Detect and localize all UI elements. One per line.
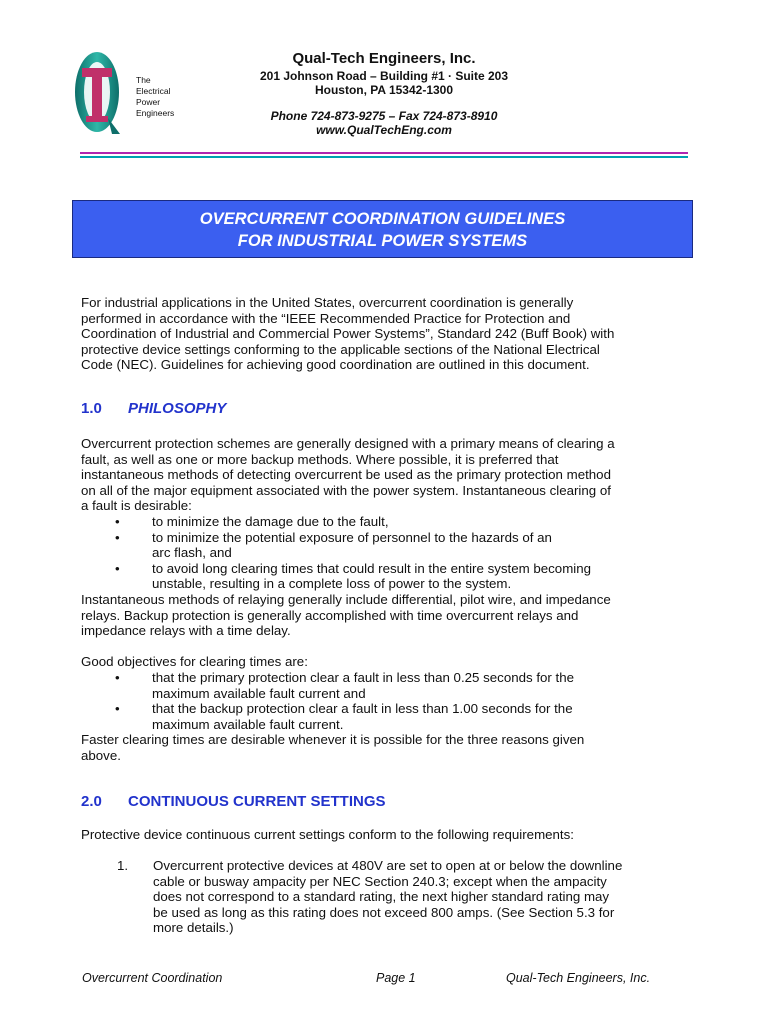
text-line: instantaneous methods of detecting overcurrent be used as the primary protection method xyxy=(81,467,611,483)
section-number: 1.0 xyxy=(81,400,102,417)
text-line: relays. Backup protection is generally accomplished with time overcurrent relays and xyxy=(81,607,579,623)
header-rule-top xyxy=(80,152,688,154)
text-line: protective device settings conforming to the applicable sections of the National Electrical xyxy=(81,341,600,357)
bullet-icon: • xyxy=(115,560,120,576)
footer-page-number: Page 1 xyxy=(376,971,416,985)
bullet-item xyxy=(81,561,691,592)
text-line: fault, as well as one or more backup methods. Where possible, it is preferred that xyxy=(81,451,559,467)
text-line: maximum available fault current. xyxy=(152,716,344,732)
text-line: to minimize the potential exposure of personnel to the hazards of an xyxy=(152,529,552,545)
bullet-icon: • xyxy=(115,529,120,545)
tagline-line: Engineers xyxy=(136,108,175,118)
bullet-item xyxy=(81,530,691,561)
text-line: above. xyxy=(81,747,121,763)
website-link[interactable]: www.QualTechEng.com xyxy=(316,123,452,137)
item-number: 1. xyxy=(117,858,129,873)
document-title-line-1: OVERCURRENT COORDINATION GUIDELINES xyxy=(199,210,566,228)
text-line: to avoid long clearing times that could result in the entire system becoming xyxy=(152,560,592,576)
text-line: to minimize the damage due to the fault, xyxy=(152,513,389,529)
text-line: impedance relays with a time delay. xyxy=(81,623,291,639)
address-line-2: Houston, PA 15342-1300 xyxy=(314,83,454,97)
footer-company: Qual-Tech Engineers, Inc. xyxy=(506,971,651,985)
section-heading-philosophy xyxy=(81,400,226,417)
tagline-line: Power xyxy=(136,97,161,107)
text-line: Overcurrent protection schemes are generally designed with a primary means of clearing a xyxy=(81,436,615,451)
text-line: Overcurrent protective devices at 480V are set to open at or below the downline xyxy=(153,858,623,873)
intro-paragraph xyxy=(81,295,691,373)
text-line: Instantaneous methods of relaying generally include differential, pilot wire, and impedance xyxy=(81,591,611,607)
text-line: cable or busway ampacity per NEC Section 240.3; except when the ampacity xyxy=(153,873,607,889)
company-address xyxy=(0,69,768,97)
text-line: maximum available fault current and xyxy=(152,685,366,701)
text-line: Coordination of Industrial and Commercial Power Systems”, Standard 242 (Buff Book) with xyxy=(81,326,615,342)
numbered-list xyxy=(81,858,691,936)
section-title: PHILOSOPHY xyxy=(128,400,227,417)
text-line: For industrial applications in the United States, overcurrent coordination is generally xyxy=(81,295,574,310)
company-name: Qual-Tech Engineers, Inc. xyxy=(292,50,476,67)
document-title-box xyxy=(72,200,693,258)
text-line: on all of the major equipment associated with the power system. Instantaneous clearing of xyxy=(81,482,611,498)
text-line: Good objectives for clearing times are: xyxy=(81,654,308,670)
text-line: performed in accordance with the “IEEE Recommended Practice for Protection and xyxy=(81,310,571,326)
tagline-line: Electrical xyxy=(136,86,171,96)
footer-document-name: Overcurrent Coordination xyxy=(82,971,223,985)
text-line: arc flash, and xyxy=(152,545,232,561)
section-number: 2.0 xyxy=(81,793,102,810)
section-title: CONTINUOUS CURRENT SETTINGS xyxy=(128,793,386,810)
text-line: be used as long as this rating does not exceed 800 amps. (See Section 5.3 for xyxy=(153,904,615,920)
bullet-icon: • xyxy=(115,701,120,717)
text-line: Protective device continuous current settings conform to the following requirements: xyxy=(81,827,574,842)
text-line: does not correspond to a standard rating, the next higher standard rating may xyxy=(153,889,610,905)
tagline-line: The xyxy=(136,75,151,85)
bullet-item xyxy=(81,514,691,530)
bullet-item xyxy=(81,670,691,701)
continuous-current-intro xyxy=(81,827,691,843)
header-rule-bottom xyxy=(80,156,688,158)
text-line: a fault is desirable: xyxy=(81,498,192,514)
document-title-line-2: FOR INDUSTRIAL POWER SYSTEMS xyxy=(237,232,528,250)
numbered-item xyxy=(81,858,691,936)
text-line: Faster clearing times are desirable whenever it is possible for the three reasons given xyxy=(81,732,585,748)
text-line: Code (NEC). Guidelines for achieving good coordination are outlined in this document. xyxy=(81,357,590,373)
company-contact xyxy=(0,109,768,137)
bullet-icon: • xyxy=(115,669,120,685)
section-heading-continuous-current xyxy=(81,793,386,810)
text-line: that the primary protection clear a fault in less than 0.25 seconds for the xyxy=(152,669,575,685)
philosophy-body xyxy=(81,436,691,763)
text-line: that the backup protection clear a fault in less than 1.00 seconds for the xyxy=(152,701,573,717)
phone-fax: Phone 724-873-9275 – Fax 724-873-8910 xyxy=(270,109,498,123)
bullet-item xyxy=(81,701,691,732)
address-line-1: 201 Johnson Road – Building #1 · Suite 203 xyxy=(259,69,509,83)
bullet-icon: • xyxy=(115,513,120,529)
text-line: more details.) xyxy=(153,920,234,936)
text-line: unstable, resulting in a complete loss of power to the system. xyxy=(152,576,512,592)
